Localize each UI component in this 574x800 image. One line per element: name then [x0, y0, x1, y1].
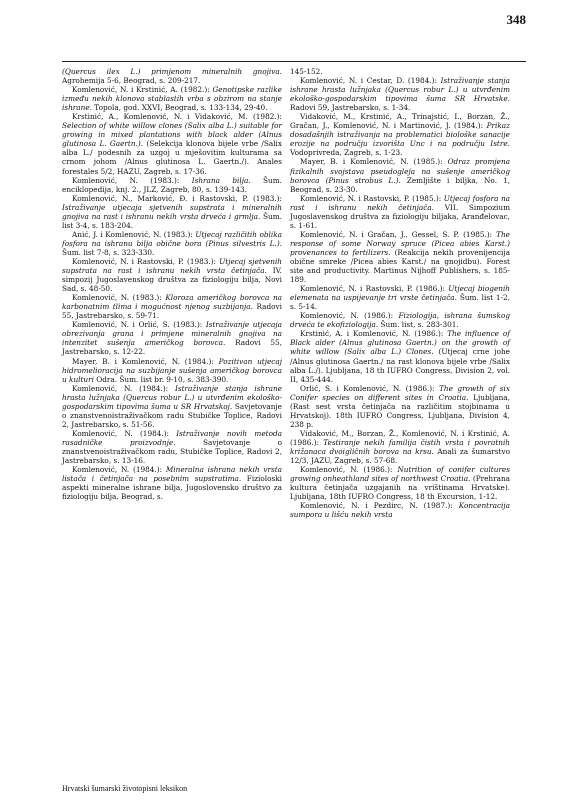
page-number: 348 [506, 12, 526, 27]
entry-title: Prikaz dosadašnjih istraživanja na problematici biološke sanacije erozije na području izvorišta Unc i na području Istre. [290, 121, 510, 149]
entry-title: Utjecaj biogenih elemenata na uspijevanje tri vrste četinjača. [290, 284, 510, 303]
bibliography-entry [62, 429, 282, 465]
header-rule [62, 61, 526, 62]
bibliography-entry [62, 85, 282, 112]
entry-authors: Komlenović, N. i Pezdirc, N. (1987.): [300, 501, 459, 511]
bibliography-entry [62, 176, 282, 194]
entry-authors: Komlenović, N. i Gračan, J., Gessel, S. P. (1985.): [300, 229, 497, 239]
entry-details: Šum. list 7-8, s. 323-330. [62, 247, 155, 257]
entry-authors: Vidaković, M., Borzan, Ž., Komlenović, N. i Krstinić, A. (1986.): [290, 428, 510, 447]
entry-authors: Krstinić, A., Komlenović, N. i Vidaković, M. (1982.): [72, 112, 282, 122]
entry-details: (Reakcija nekih provenijencija obične smreke /Picea abies Karst./ na gnojidbu). Forest site and productivity. Martinus Nijhoff Publishers, s. 185-189. [290, 247, 510, 285]
entry-details: Šum. list 1-2, s. 5-14. [290, 293, 510, 312]
entry-authors: Komlenović, N., Marković, Đ. i Rastovski, P. (1983.): [72, 193, 282, 203]
entry-authors: Komlenović, N. i Rastovski, P. (1983.): [72, 256, 220, 266]
entry-title: The growth of six Conifer species on different sites in Croatia. [290, 383, 510, 402]
entry-title: Istraživanje stanja ishrane hrasta lužnjaka (Quercus robur L.) u utvrđenim ekološko-gospodarskim tipovima šuma SR Hrvatske. [290, 76, 510, 104]
entry-title: The response of some Norway spruce (Picea abies Karst.) provenances to fertilizers. [290, 229, 510, 257]
entry-details: Savjetovanje o znanstvenoistraživačkom radu Stubičke Toplice, Radovi 2, Jastrebarsko, s. 51-56. [62, 401, 282, 429]
entry-authors: Mayer, B. i Komlenović, N. (1984.): [72, 356, 219, 366]
entry-authors: Krstinić, A. i Komlenović, N. (1986.): [300, 329, 448, 339]
entry-authors: Orlić, S. i Komlenović, N. (1986.): [300, 383, 440, 393]
entry-title: Testiranje nekih familija čistih vrsta i povratnih križanaca dvoigličnih borova na krsu. [290, 437, 510, 456]
entry-title: Utjecaj različitih oblika fosfora na ishranu bilja obične bora (Pinus silvestris L.). [62, 229, 282, 248]
entry-authors: Komlenović, N. (1983.): [72, 293, 166, 303]
entry-details: Agrohemija 5-6, Beograd, s. 209-217. [62, 76, 201, 86]
footer-text: Hrvatski šumarski životopisni leksikon [62, 784, 188, 793]
entry-details: (Prehrana kultura četinjača uzgajanih na vrištinama Hrvatske). Ljubljana, 18th IUFRO Congress, 18 th Excursion, 1-12. [290, 474, 510, 502]
entry-details: Zemljište i biljka, No. 1, Beograd, s. 23-30. [290, 175, 510, 194]
entry-details: Fizioloski aspekti mineralne ishrane bilja, Jugoslovensko društvo za fiziologiju bilja, Beograd, s. [62, 474, 283, 502]
bibliography-entry [290, 194, 510, 230]
left-column [62, 67, 282, 501]
entry-details: Vodoprivreda, Zagreb, s. 1-23. [290, 148, 403, 158]
bibliography-entry [290, 67, 510, 76]
entry-title: (Quercus ilex L.) primjenom mineralnih gnojiva. [62, 67, 282, 76]
entry-authors: Komlenović, N. i Rastovski, P. (1986.): [300, 284, 449, 294]
entry-authors: Mayer, B. i Komlenović, N. (1985.): [300, 157, 448, 167]
entry-title: Mineralna ishrana nekih vrsta listača i četinjača na posebnim supstratima. [62, 465, 282, 484]
entry-details: Odra. Šum. list br. 9-10, s. 383-390. [93, 374, 229, 384]
bibliography-entry [290, 329, 510, 383]
entry-authors: Komlenović, N. i Cestar, D. (1984.): [300, 76, 441, 86]
bibliography-entry [62, 257, 282, 293]
bibliography-entry [290, 112, 510, 157]
bibliography-entry [62, 112, 282, 175]
entry-title: The influence of Black alder (Alnus glutinosa Gaertn.) on the growth of white willow (Salix alba L.) Clones. [290, 329, 510, 357]
right-column [290, 67, 510, 519]
entry-title: Istraživanje utjecaja sjetvenih supstrata i mineralnih gnojiva na rast i ishranu nekih vrsta drveća i grmlja. [62, 202, 282, 221]
entry-details: Šum. enciklopedija, knj. 2., JLZ, Zagreb, 80, s. 139-143. [62, 175, 282, 194]
bibliography-entry [62, 465, 282, 501]
entry-title: Kloroza američkog borovca na karbonatnim tlima i mogućnost njenog suzbijanja. [62, 293, 282, 312]
entry-title: Odraz promjena fizikalnih svojstava pseudogleja na sušenje američkog borovca (Pinus strobus L.). [290, 157, 510, 185]
entry-authors: Komlenović, N. i Krstinić, A. (1982.): [72, 85, 213, 95]
entry-authors: Vidaković, M., Krstinić, A., Trinajstić, I., Borzan, Ž., Gračan, J., Komlenović, N. i Martinović, J. (1984.): [290, 112, 510, 131]
bibliography-entry [62, 230, 282, 257]
entry-details: (Selekcija klonova bijele vrbe /Salix alba L./ podesnih za uzgoj u mješovitim kulturama sa crnom johom /Alnus glutinosa L. Gaertn./). Anales forestales 5/2, HAZU, Zagreb, s. 17-36. [62, 139, 282, 176]
bibliography-entry [290, 429, 510, 465]
entry-details: VII. Simpozium Jugoslavenskog društva za fiziologiju biljaka, Aranđelovac, s. 1-61. [290, 202, 510, 230]
entry-details: Topola, god. XXVI, Beograd, s. 133-134, 29-40. [91, 103, 268, 113]
entry-authors: Komlenović, N. i Rastovski, P. (1985.): [300, 193, 444, 203]
entry-title: Pozitivan utjecaj hidromelioracija na suzbijanje sušenja američkog borovca u kulturi [62, 356, 282, 384]
entry-authors: Komlenović, N. (1983.): [72, 175, 192, 185]
bibliography-entry [62, 194, 282, 230]
entry-details: Savjetovanje o znanstvenoistraživačkom radu, Stubičke Toplice, Radovi 2, Jastrebarsko, s. 13-16. [62, 437, 282, 466]
entry-title: Koncentracija sumpora u lišću nekih vrsta [290, 501, 510, 520]
bibliography-entry [62, 320, 282, 356]
entry-title: Utjecaj fosfora na rast i ishranu nekih četinjača. [290, 193, 510, 212]
entry-details: Anali za šumarstvo 12/3, JAZU, Zagreb, s. 57-68. [290, 446, 510, 466]
entry-details: (Utjecaj crne johe /Alnus glutinosa Gaertn./ na rast klonova bijele vrbe /Salix alba L./). Ljubljana, 18 th IUFRO Congress, Division 2, vol. II, 435-444. [290, 347, 510, 384]
entry-title: Fiziologija, ishrana šumskog drveća te ekofiziologija. [290, 311, 511, 330]
entry-title: Nutrition of conifer cultures growing onheathland sites of northwest Croatia. [290, 465, 510, 484]
entry-details: IV. simpozij Jugoslavenskog društva za fiziologiju bilja, Novi Sad, s. 48-50. [62, 266, 282, 294]
bibliography-entry [62, 357, 282, 384]
bibliography-entry [290, 465, 510, 501]
bibliography-entry [290, 501, 510, 519]
bibliography-entry [62, 384, 282, 429]
entry-details: Radovi 59, Jastrebarsko, s. 1-34. [290, 103, 411, 113]
entry-title: Utjecaj sjetvenih supstrata na rast i ishranu nekih vrsta četinjača. [62, 256, 282, 276]
bibliography-entry [290, 284, 510, 311]
entry-authors: Anić, J. i Komlenović, N. (1983.): [72, 229, 196, 239]
entry-title: Selection of white willow clones (Salix alba L.) suitable for growing in mixed plantations with black alder (Alnus glutinosa L. Gaertn.). [62, 121, 282, 149]
entry-title: Genotipske razlike između nekih klonova stablastih vrba s obzirom na stanje ishrane. [62, 85, 283, 113]
entry-title: Istraživanje utjecaja obrezivanja grana i primjene mineralnih gnojiva na intenzitet sušenja američkog borovca. [62, 320, 282, 348]
bibliography-entry [290, 311, 510, 329]
bibliography-entry [290, 384, 510, 429]
entry-title: Istraživanje stanja ishrane hrasta lužnjaka (Quercus robur L.) u utvrđenim ekološko-gospodarskim tipovima šuma u SR Hrvatskoj. [62, 383, 282, 411]
bibliography-entry [290, 230, 510, 284]
entry-details: Šum. list, s. 283-301. [378, 320, 459, 330]
entry-authors: Komlenović, N. (1984.): [72, 383, 175, 393]
entry-title: Ishrana bilja. [191, 175, 251, 185]
entry-title: Istraživanje novih metoda rasadničke proizvodnje. [62, 428, 282, 447]
entry-authors: Komlenović, N. (1984.): [72, 465, 166, 475]
entry-authors: Komlenović, N. (1984.): [72, 428, 177, 438]
bibliography-entry [290, 157, 510, 193]
entry-details: Radovi 55, Jastrebarsko, s. 59-71. [62, 302, 282, 321]
entry-authors: Komlenović, N. i Orlić, S. (1983.): [72, 320, 206, 330]
entry-details: Šum. list 3-4, s. 183-204. [62, 211, 282, 230]
bibliography-entry [290, 76, 510, 112]
entry-details: Radovi 55, Jastrebarsko, s. 12-22. [62, 338, 283, 357]
bibliography-entry [62, 293, 282, 320]
entry-details: Ljubljana, (Rast sest vrsta četinjača na različitim stojbinama u Hrvatskoj). 18th IUFRO Congress, Ljubljana, Division 4, 238 p. [290, 392, 510, 429]
entry-authors: Komlenović, N. (1986.): [300, 311, 399, 321]
entry-authors: Komlenović, N. (1986.): [300, 465, 398, 475]
entry-details: 145-152. [290, 67, 323, 76]
bibliography-entry [62, 67, 282, 85]
